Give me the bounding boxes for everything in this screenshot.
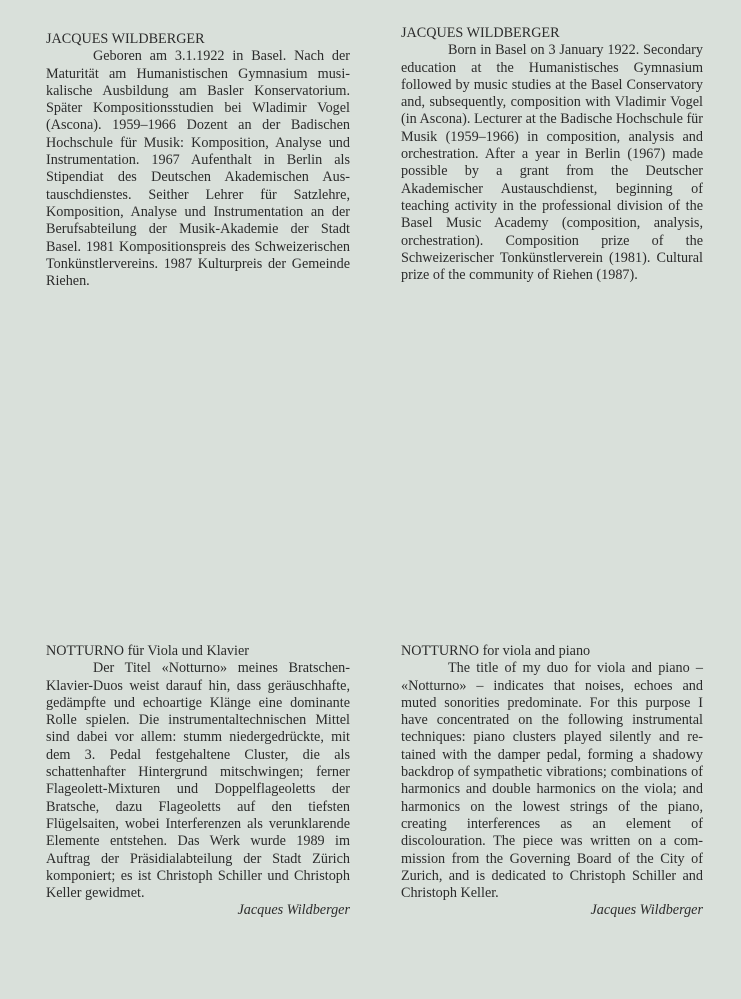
notes-german-title: NOTTURNO für Viola und Klavier	[46, 643, 249, 659]
biography-german-title: JACQUES WILDBERGER	[46, 31, 205, 47]
biography-english	[401, 25, 703, 284]
notes-german-signature: Jacques Wildberger	[237, 902, 350, 919]
biography-english-title: JACQUES WILDBERGER	[401, 25, 560, 41]
notes-english-text: The title of my duo for viola and piano – «Notturno» – indicates that noises, echoes and muted sonorities predominate. For this purpose I have concentrated on the following instrumental techniques: piano clusters played silently and retained with the damper pedal, forming a shadowy backdrop of sympathetic vibrations; combinations of harmonics and double harmonics on the viola; and harmonics on the lowest strings of the piano, creating interferences as an element of discolouration. The piece was written on a commission from the Governing Board of the City of Zurich, and is dedicated to Christoph Schiller and Christoph Keller.	[401, 660, 703, 902]
biography-english-text: Born in Basel on 3 January 1922. Secondary education at the Humanistisches Gymnasium followed by music studies at the Basel Conservatory and, subsequently, composition with Vladimir Vogel (in Ascona). Lecturer at the Badische Hochschule für Musik (1959–1966) in composition, analysis and orchestration. After a year in Berlin (1967) made possible by a grant from the Deutscher Akademischer Austauschdienst, beginning of teaching activity in the professional division of the Basel Music Academy (composition, analysis, orchestration). Composition prize of the Schweizerischer Tonkünstlerverein (1981). Cultural prize of the community of Riehen (1987).	[401, 42, 703, 284]
notes-german-text: Der Titel «Notturno» meines Bratschen-Klavier-Duos weist darauf hin, dass geräuschhafte, gedämpfte und echoartige Klänge eine dominante Rolle spielen. Die instrumentaltechnischen Mittel sind dabei vor allem: stumm niedergedrückte, mit dem 3. Pedal festgehaltene Cluster, die als schattenhafter Hintergrund mitschwingen; ferner Flageolett-Mixturen und Doppelflageoletts der Bratsche, dazu Flageoletts auf den tiefsten Flügelsaiten, wobei Interferenzen als verunklarende Elemente entstehen. Das Werk wurde 1989 im Auftrag der Präsidialabteilung der Stadt Zürich komponiert; es ist Christoph Schiller und Christoph Keller gewidmet.	[46, 660, 350, 902]
biography-german	[46, 31, 350, 290]
notes-german	[46, 643, 350, 920]
notes-english-title: NOTTURNO for viola and piano	[401, 643, 591, 659]
biography-german-text: Geboren am 3.1.1922 in Basel. Nach der Maturität am Humanistischen Gymnasium musikalische Ausbildung am Basler Konservatorium. Später Kompositionsstudien bei Wladimir Vogel (Ascona). 1959–1966 Dozent an der Badischen Hochschule für Musik: Komposition, Analyse und Instrumentation. 1967 Aufenthalt in Berlin als Stipendiat des Deutschen Akademischen Austauschdienstes. Seither Lehrer für Satzlehre, Komposition, Analyse und Instrumentation an der Berufsabteilung der Musik-Akademie der Stadt Basel. 1981 Kompositionspreis des Schweizerischen Tonkünstlervereins. 1987 Kulturpreis der Gemeinde Riehen.	[46, 48, 350, 290]
notes-english-signature: Jacques Wildberger	[590, 902, 703, 919]
notes-english	[401, 643, 703, 920]
